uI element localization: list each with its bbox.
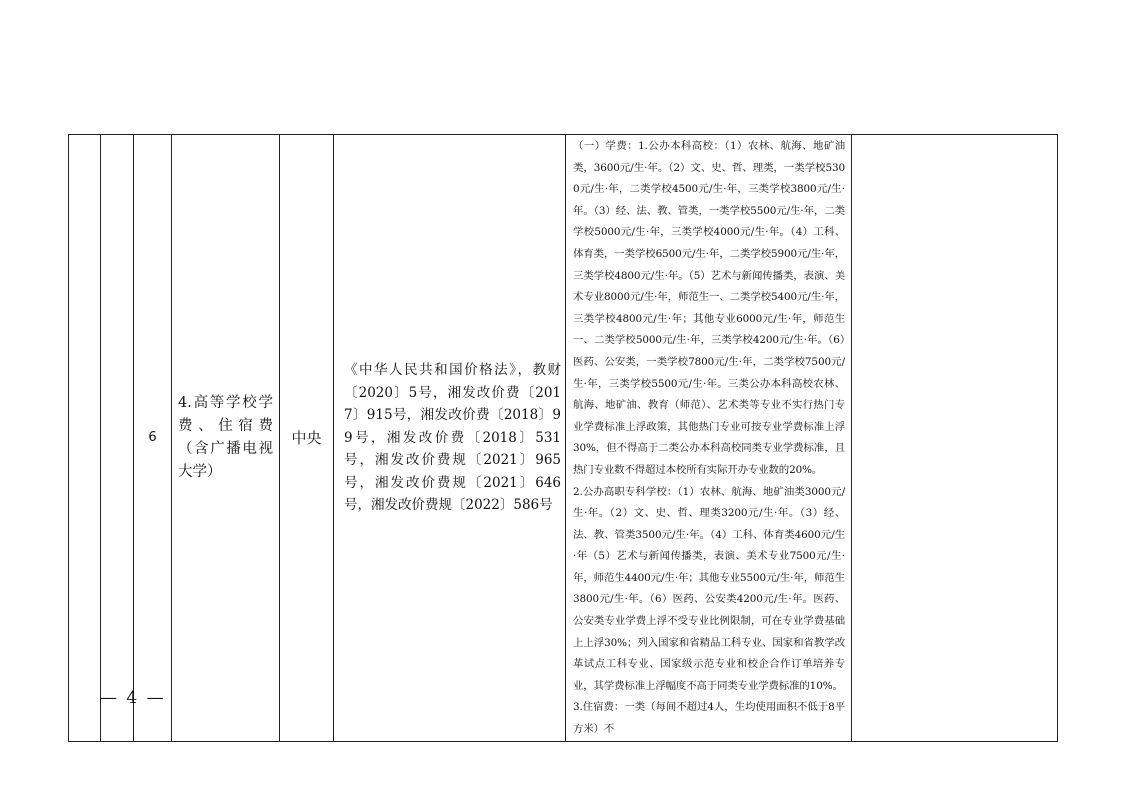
remarks-cell — [852, 135, 1058, 742]
fee-item-name: 4.高等学校学费、住宿费（含广播电视大学） — [178, 394, 273, 480]
policy-basis-cell — [334, 135, 566, 742]
table-row — [69, 135, 1058, 742]
fee-standard-cell — [566, 135, 852, 742]
fee-standard-text — [566, 135, 851, 741]
row-index: 6 — [134, 135, 172, 742]
fee-table — [68, 134, 1058, 742]
fee-item-cell — [172, 135, 280, 742]
fee-standard-paragraph: 2.公办高职专科学校：（1）农林、航海、地矿油类3000元/生·年。（2）文、史、哲、理类3200元/生·年。（3）经、法、教、管类3500元/生·年。（4）工科、体育类4600元/生·年（5）艺术与新闻传播类，表演、美术专业7500元/生·年，师范生4400元/生·年；其他专业5500元/生·年，师范生3800元/生·年。（6）医药、公安类4200元/生·年。医药、公安类专业学费上浮不受专业比例限制，可在专业学费基础上上浮30%；列入国家和省精品工科专业、国家和省教学改革试点工科专业、国家级示范专业和校企合作订单培养专业，其学费标准上浮幅度不高于同类专业学费标准的10%。 — [573, 485, 845, 692]
blank-cell — [101, 135, 134, 742]
policy-basis-text: 《中华人民共和国价格法》，教财〔2020〕5号，湘发改价费〔2017〕915号，湘发改价费〔2018〕99号，湘发改价费〔2018〕531号，湘发改价费规〔2021〕965号，湘发改价费规〔2021〕646号，湘发改价费规〔2022〕586号 — [344, 362, 561, 514]
page-number: — 4 — — [100, 688, 166, 708]
fee-standard-paragraph: 3.住宿费：一类（每间不超过4人，生均使用面积不低于8平方米）不 — [573, 701, 845, 736]
approval-level: 中央 — [280, 135, 334, 742]
fee-standard-paragraph: （一）学费：1.公办本科高校：（1）农林、航海、地矿油类，3600元/生·年。（2）文、史、哲、理类，一类学校5300元/生·年，二类学校4500元/生·年，三类学校3800元/生·年。（3）经、法、教、管类，一类学校5500元/生·年，二类学校5000元/生·年，三类学校4000元/生·年。（4）工科、体育类，一类学校6500元/生·年，二类学校5900元/生·年，三类学校4800元/生·年。（5）艺术与新闻传播类，表演、美术专业8000元/生·年，师范生一、二类学校5400元/生·年，三类学校4800元/生·年；其他专业6000元/生·年，师范生一、二类学校5000元/生·年，三类学校4200元/生·年。（6）医药、公安类，一类学校7800元/生·年，二类学校7500元/生·年，三类学校5500元/生·年。三类公办本科高校农林、航海、地矿油、教育（师范）、艺术类等专业不实行热门专业学费标准上浮政策，其他热门专业可按专业学费标准上浮30%，但不得高于二类公办本科高校同类专业学费标准，且热门专业数不得超过本校所有实际开办专业数的20%。 — [573, 140, 845, 476]
blank-cell — [69, 135, 101, 742]
